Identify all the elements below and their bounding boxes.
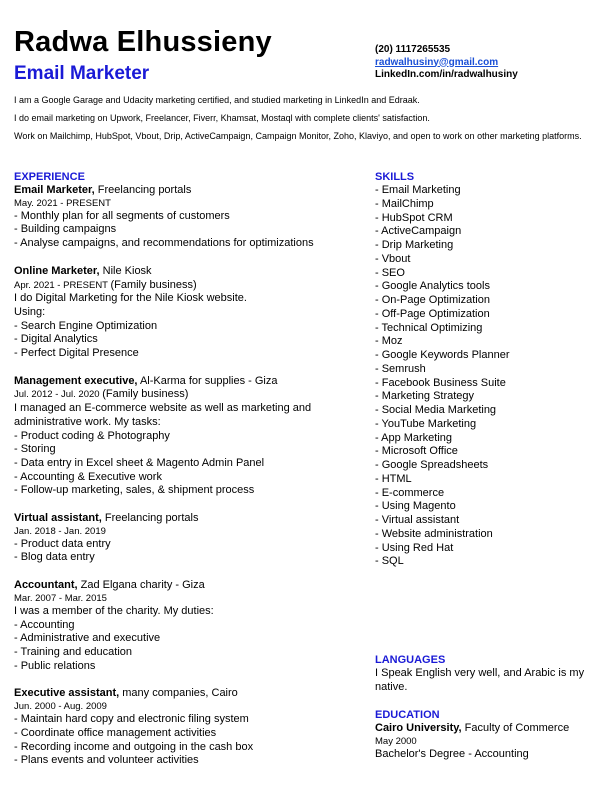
education-school: Cairo University, bbox=[375, 722, 462, 734]
job-line: - Storing bbox=[14, 443, 56, 456]
skill-item: - Vbout bbox=[375, 252, 411, 265]
job-line: - Maintain hard copy and electronic filing system bbox=[14, 713, 249, 726]
skill-item: - SEO bbox=[375, 266, 405, 279]
job-line: - Search Engine Optimization bbox=[14, 319, 158, 332]
section-title: LANGUAGES bbox=[375, 654, 446, 666]
job-line: administrative work. My tasks: bbox=[14, 415, 161, 428]
job-company: many companies, Cairo bbox=[122, 687, 238, 700]
job-company: Al-Karma for supplies - Giza bbox=[139, 374, 278, 387]
job-line: - Analyse campaigns, and recommendations for optimizations bbox=[14, 237, 314, 250]
job-entry bbox=[14, 265, 364, 361]
job-line: - Perfect Digital Presence bbox=[14, 347, 139, 360]
job-line: I do Digital Marketing for the Nile Kiosk website. bbox=[14, 292, 247, 305]
job-entry bbox=[14, 375, 364, 498]
skill-item: - Google Spreadsheets bbox=[375, 459, 489, 471]
job-line: - Data entry in Excel sheet & Magento Admin Panel bbox=[14, 456, 265, 469]
job-company: Nile Kiosk bbox=[102, 264, 152, 277]
job-line: - Product data entry bbox=[14, 537, 111, 550]
skill-item: - HubSpot CRM bbox=[375, 211, 453, 224]
skill-item: - HTML bbox=[375, 472, 412, 485]
education-section bbox=[375, 709, 605, 761]
job-dates-note: (Family business) bbox=[110, 278, 197, 291]
skill-item: - E-commerce bbox=[375, 486, 445, 499]
skill-item: - Marketing Strategy bbox=[375, 390, 475, 403]
job-dates-note: (Family business) bbox=[102, 388, 189, 401]
section-title: SKILLS bbox=[375, 171, 415, 183]
job-company: Freelancing portals bbox=[104, 512, 199, 525]
summary-line: I am a Google Garage and Udacity marketing certified, and studied marketing in LinkedIn and Edraak. bbox=[14, 95, 420, 105]
candidate-name: Radwa Elhussieny bbox=[14, 26, 272, 58]
job-line: - Blog data entry bbox=[14, 551, 95, 564]
skill-item: - Microsoft Office bbox=[375, 445, 458, 458]
linkedin-url[interactable]: LinkedIn.com/in/radwalhusiny bbox=[375, 69, 518, 80]
job-line: - Plans events and volunteer activities bbox=[14, 754, 199, 767]
skill-item: - Technical Optimizing bbox=[375, 321, 483, 334]
job-line: - Follow-up marketing, sales, & shipment process bbox=[14, 484, 255, 497]
skill-item: - Moz bbox=[375, 335, 403, 348]
experience-section bbox=[14, 171, 364, 782]
skill-item: - Email Marketing bbox=[375, 184, 461, 196]
job-company: Zad Elgana charity - Giza bbox=[80, 579, 205, 592]
job-line: - Digital Analytics bbox=[14, 333, 98, 346]
job-line: - Accounting & Executive work bbox=[14, 470, 162, 483]
education-dates: May 2000 bbox=[375, 735, 417, 747]
education-degree: Bachelor's Degree - Accounting bbox=[375, 747, 529, 760]
job-position: Management executive, bbox=[14, 374, 138, 387]
phone-number: (20) 1117265535 bbox=[375, 44, 451, 55]
section-title: EXPERIENCE bbox=[14, 171, 85, 183]
skills-list bbox=[375, 184, 605, 569]
skill-item: - Facebook Business Suite bbox=[375, 376, 506, 389]
job-dates: Mar. 2007 - Mar. 2015 bbox=[14, 592, 107, 604]
job-position: Accountant, bbox=[14, 579, 78, 592]
job-position: Email Marketer, bbox=[14, 184, 95, 196]
job-entry bbox=[14, 184, 364, 251]
job-line: - Coordinate office management activities bbox=[14, 726, 217, 739]
job-dates: Jan. 2018 - Jan. 2019 bbox=[14, 525, 106, 537]
summary-line: Work on Mailchimp, HubSpot, Vbout, Drip, ActiveCampaign, Campaign Monitor, Zoho, Klaviyo, and open to work on other marketing platforms. bbox=[14, 131, 582, 141]
job-line: - Monthly plan for all segments of customers bbox=[14, 209, 230, 222]
job-company: Freelancing portals bbox=[97, 184, 192, 196]
job-dates: Jun. 2000 - Aug. 2009 bbox=[14, 701, 107, 713]
skill-item: - Drip Marketing bbox=[375, 239, 454, 251]
job-entry bbox=[14, 512, 364, 565]
skill-item: - MailChimp bbox=[375, 197, 434, 210]
job-dates: May. 2021 - PRESENT bbox=[14, 197, 111, 209]
job-line: Using: bbox=[14, 305, 46, 318]
section-title: EDUCATION bbox=[375, 709, 440, 721]
email-link[interactable]: radwalhusiny@gmail.com bbox=[375, 56, 499, 68]
skill-item: - Website administration bbox=[375, 527, 493, 540]
skill-item: - App Marketing bbox=[375, 431, 453, 444]
skill-item: - Semrush bbox=[375, 362, 426, 375]
job-position: Online Marketer, bbox=[14, 264, 100, 277]
skill-item: - Using Magento bbox=[375, 500, 456, 513]
job-entry bbox=[14, 687, 364, 768]
skill-item: - SQL bbox=[375, 555, 404, 568]
job-position: Virtual assistant, bbox=[14, 512, 102, 525]
contact-block bbox=[375, 44, 518, 82]
job-title: Email Marketer bbox=[14, 63, 150, 84]
job-line: - Public relations bbox=[14, 659, 96, 672]
languages-text: I Speak English very well, and Arabic is my native. bbox=[375, 667, 585, 693]
skill-item: - ActiveCampaign bbox=[375, 225, 462, 238]
skill-item: - YouTube Marketing bbox=[375, 417, 477, 430]
job-line: - Recording income and outgoing in the cash box bbox=[14, 740, 254, 753]
skill-item: - Using Red Hat bbox=[375, 541, 454, 554]
job-entry bbox=[14, 579, 364, 673]
skill-item: - On-Page Optimization bbox=[375, 294, 490, 306]
skill-item: - Off-Page Optimization bbox=[375, 307, 490, 320]
job-dates: Apr. 2021 - PRESENT bbox=[14, 279, 108, 291]
job-line: - Accounting bbox=[14, 618, 75, 631]
job-line: I managed an E-commerce website as well as marketing and bbox=[14, 402, 312, 415]
education-faculty: Faculty of Commerce bbox=[464, 722, 570, 734]
job-line: - Training and education bbox=[14, 645, 133, 658]
skills-section bbox=[375, 171, 605, 569]
skill-item: - Virtual assistant bbox=[375, 514, 460, 526]
job-line: - Product coding & Photography bbox=[14, 429, 170, 442]
job-dates: Jul. 2012 - Jul. 2020 bbox=[14, 389, 100, 401]
job-line: I was a member of the charity. My duties: bbox=[14, 604, 214, 617]
summary-line: I do email marketing on Upwork, Freelancer, Fiverr, Khamsat, Mostaql with complete clients' satisfaction. bbox=[14, 113, 430, 123]
job-position: Executive assistant, bbox=[14, 687, 120, 700]
skill-item: - Google Analytics tools bbox=[375, 280, 490, 293]
job-line: - Building campaigns bbox=[14, 223, 117, 236]
skill-item: - Google Keywords Planner bbox=[375, 349, 510, 361]
summary bbox=[14, 94, 602, 148]
languages-section bbox=[375, 654, 605, 694]
job-line: - Administrative and executive bbox=[14, 632, 161, 645]
skill-item: - Social Media Marketing bbox=[375, 404, 497, 416]
